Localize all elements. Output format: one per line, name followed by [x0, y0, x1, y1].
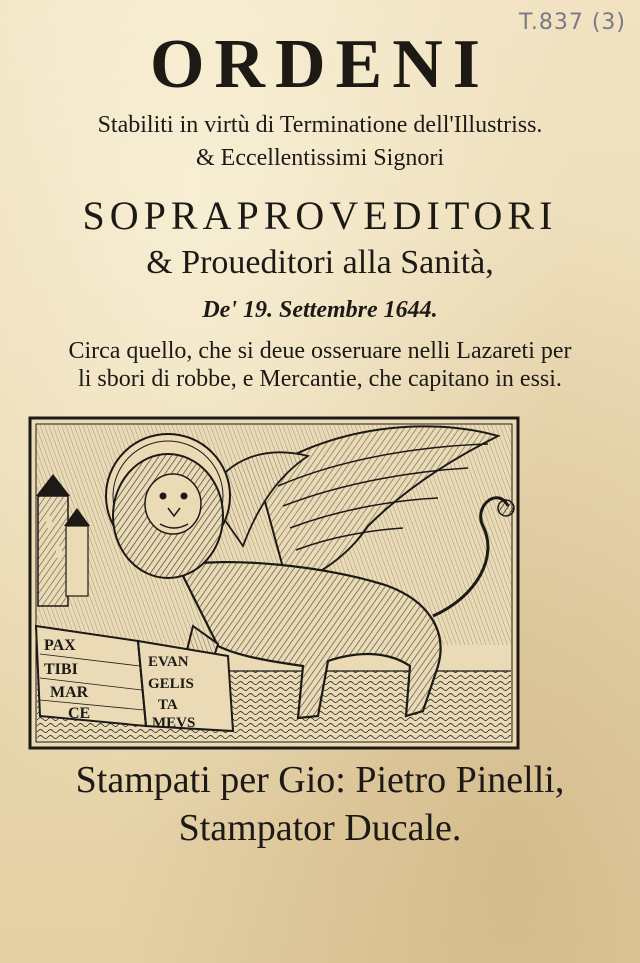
book-word-1: PAX — [44, 637, 76, 654]
imprint-line-2: Stampator Ducale. — [178, 807, 462, 849]
book-word-5: EVAN — [148, 654, 189, 670]
page-title: ORDENI — [149, 26, 491, 103]
office-subheading: & Proueditori alla Sanità, — [146, 244, 494, 281]
description-line-1: Circa quello, che si deue osseruare nelli Lazareti per — [68, 338, 572, 364]
subtitle-line-2: & Eccellentissimi Signori — [196, 145, 444, 171]
imprint-line-1: Stampati per Gio: Pietro Pinelli, — [75, 759, 565, 801]
book-word-2: TIBI — [44, 661, 78, 678]
book-word-6: GELIS — [148, 676, 194, 692]
office-heading: SOPRAPROVEDITORI — [82, 193, 558, 238]
book-word-3: MAR — [50, 684, 89, 701]
shelfmark-annotation: T.837 (3) — [519, 10, 626, 35]
book-word-4: CE — [68, 705, 91, 722]
date-line: De' 19. Settembre 1644. — [202, 297, 438, 323]
book-word-8: MEVS — [152, 715, 196, 731]
description-line-2: li sbori di robbe, e Mercantie, che capitano in essi. — [78, 366, 562, 392]
winged-lion-woodcut — [28, 416, 520, 750]
subtitle-line-1: Stabiliti in virtù di Terminatione dell'Illustriss. — [97, 112, 543, 138]
book-word-7: TA — [158, 697, 178, 713]
